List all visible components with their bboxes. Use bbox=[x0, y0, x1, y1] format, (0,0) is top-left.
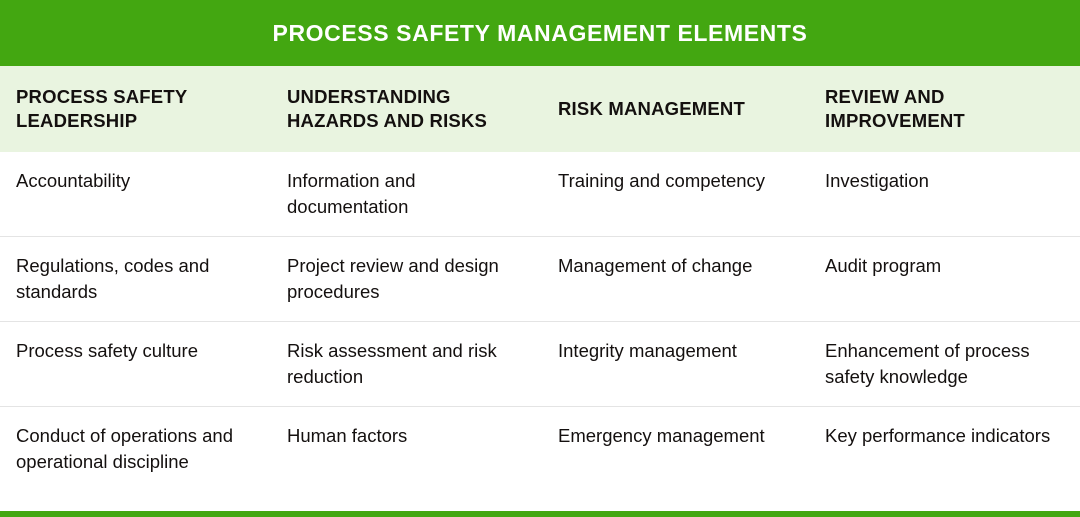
table-cell: Conduct of operations and operational discipline bbox=[16, 425, 234, 473]
table-cell: Training and competency bbox=[558, 170, 766, 191]
table-cell: Accountability bbox=[16, 170, 131, 191]
column-header-label: PROCESS SAFETY LEADERSHIP bbox=[16, 86, 188, 131]
column-header-process-safety-leadership bbox=[0, 66, 271, 152]
table-row bbox=[0, 322, 1080, 407]
page-title: PROCESS SAFETY MANAGEMENT ELEMENTS bbox=[272, 19, 808, 46]
table-cell: Integrity management bbox=[558, 340, 737, 361]
table-cell: Emergency management bbox=[558, 425, 765, 446]
column-header-review-and-improvement bbox=[809, 66, 1080, 152]
column-header-row bbox=[0, 66, 1080, 152]
table-cell: Regulations, codes and standards bbox=[16, 255, 210, 303]
table-cell: Investigation bbox=[825, 170, 929, 191]
table-row bbox=[0, 237, 1080, 322]
column-header-label: REVIEW AND IMPROVEMENT bbox=[825, 86, 965, 131]
column-header-label: RISK MANAGEMENT bbox=[558, 98, 745, 120]
bottom-accent-bar bbox=[0, 511, 1080, 517]
table-cell: Information and documentation bbox=[287, 170, 416, 218]
table-body bbox=[0, 152, 1080, 511]
column-header-label: UNDERSTANDING HAZARDS AND RISKS bbox=[287, 86, 488, 131]
column-header-understanding-hazards-and-risks bbox=[271, 66, 542, 152]
table-cell: Audit program bbox=[825, 255, 942, 276]
table-cell: Risk assessment and risk reduction bbox=[287, 340, 497, 388]
table-cell: Management of change bbox=[558, 255, 753, 276]
table-cell: Enhancement of process safety knowledge bbox=[825, 340, 1030, 388]
table-cell: Project review and design procedures bbox=[287, 255, 499, 303]
table-cell: Key performance indicators bbox=[825, 425, 1051, 446]
column-header-risk-management bbox=[542, 66, 809, 152]
table-row bbox=[0, 407, 1080, 511]
table-title-bar bbox=[0, 0, 1080, 66]
table-cell: Human factors bbox=[287, 425, 408, 446]
table-cell: Process safety culture bbox=[16, 340, 198, 361]
table-row bbox=[0, 152, 1080, 237]
